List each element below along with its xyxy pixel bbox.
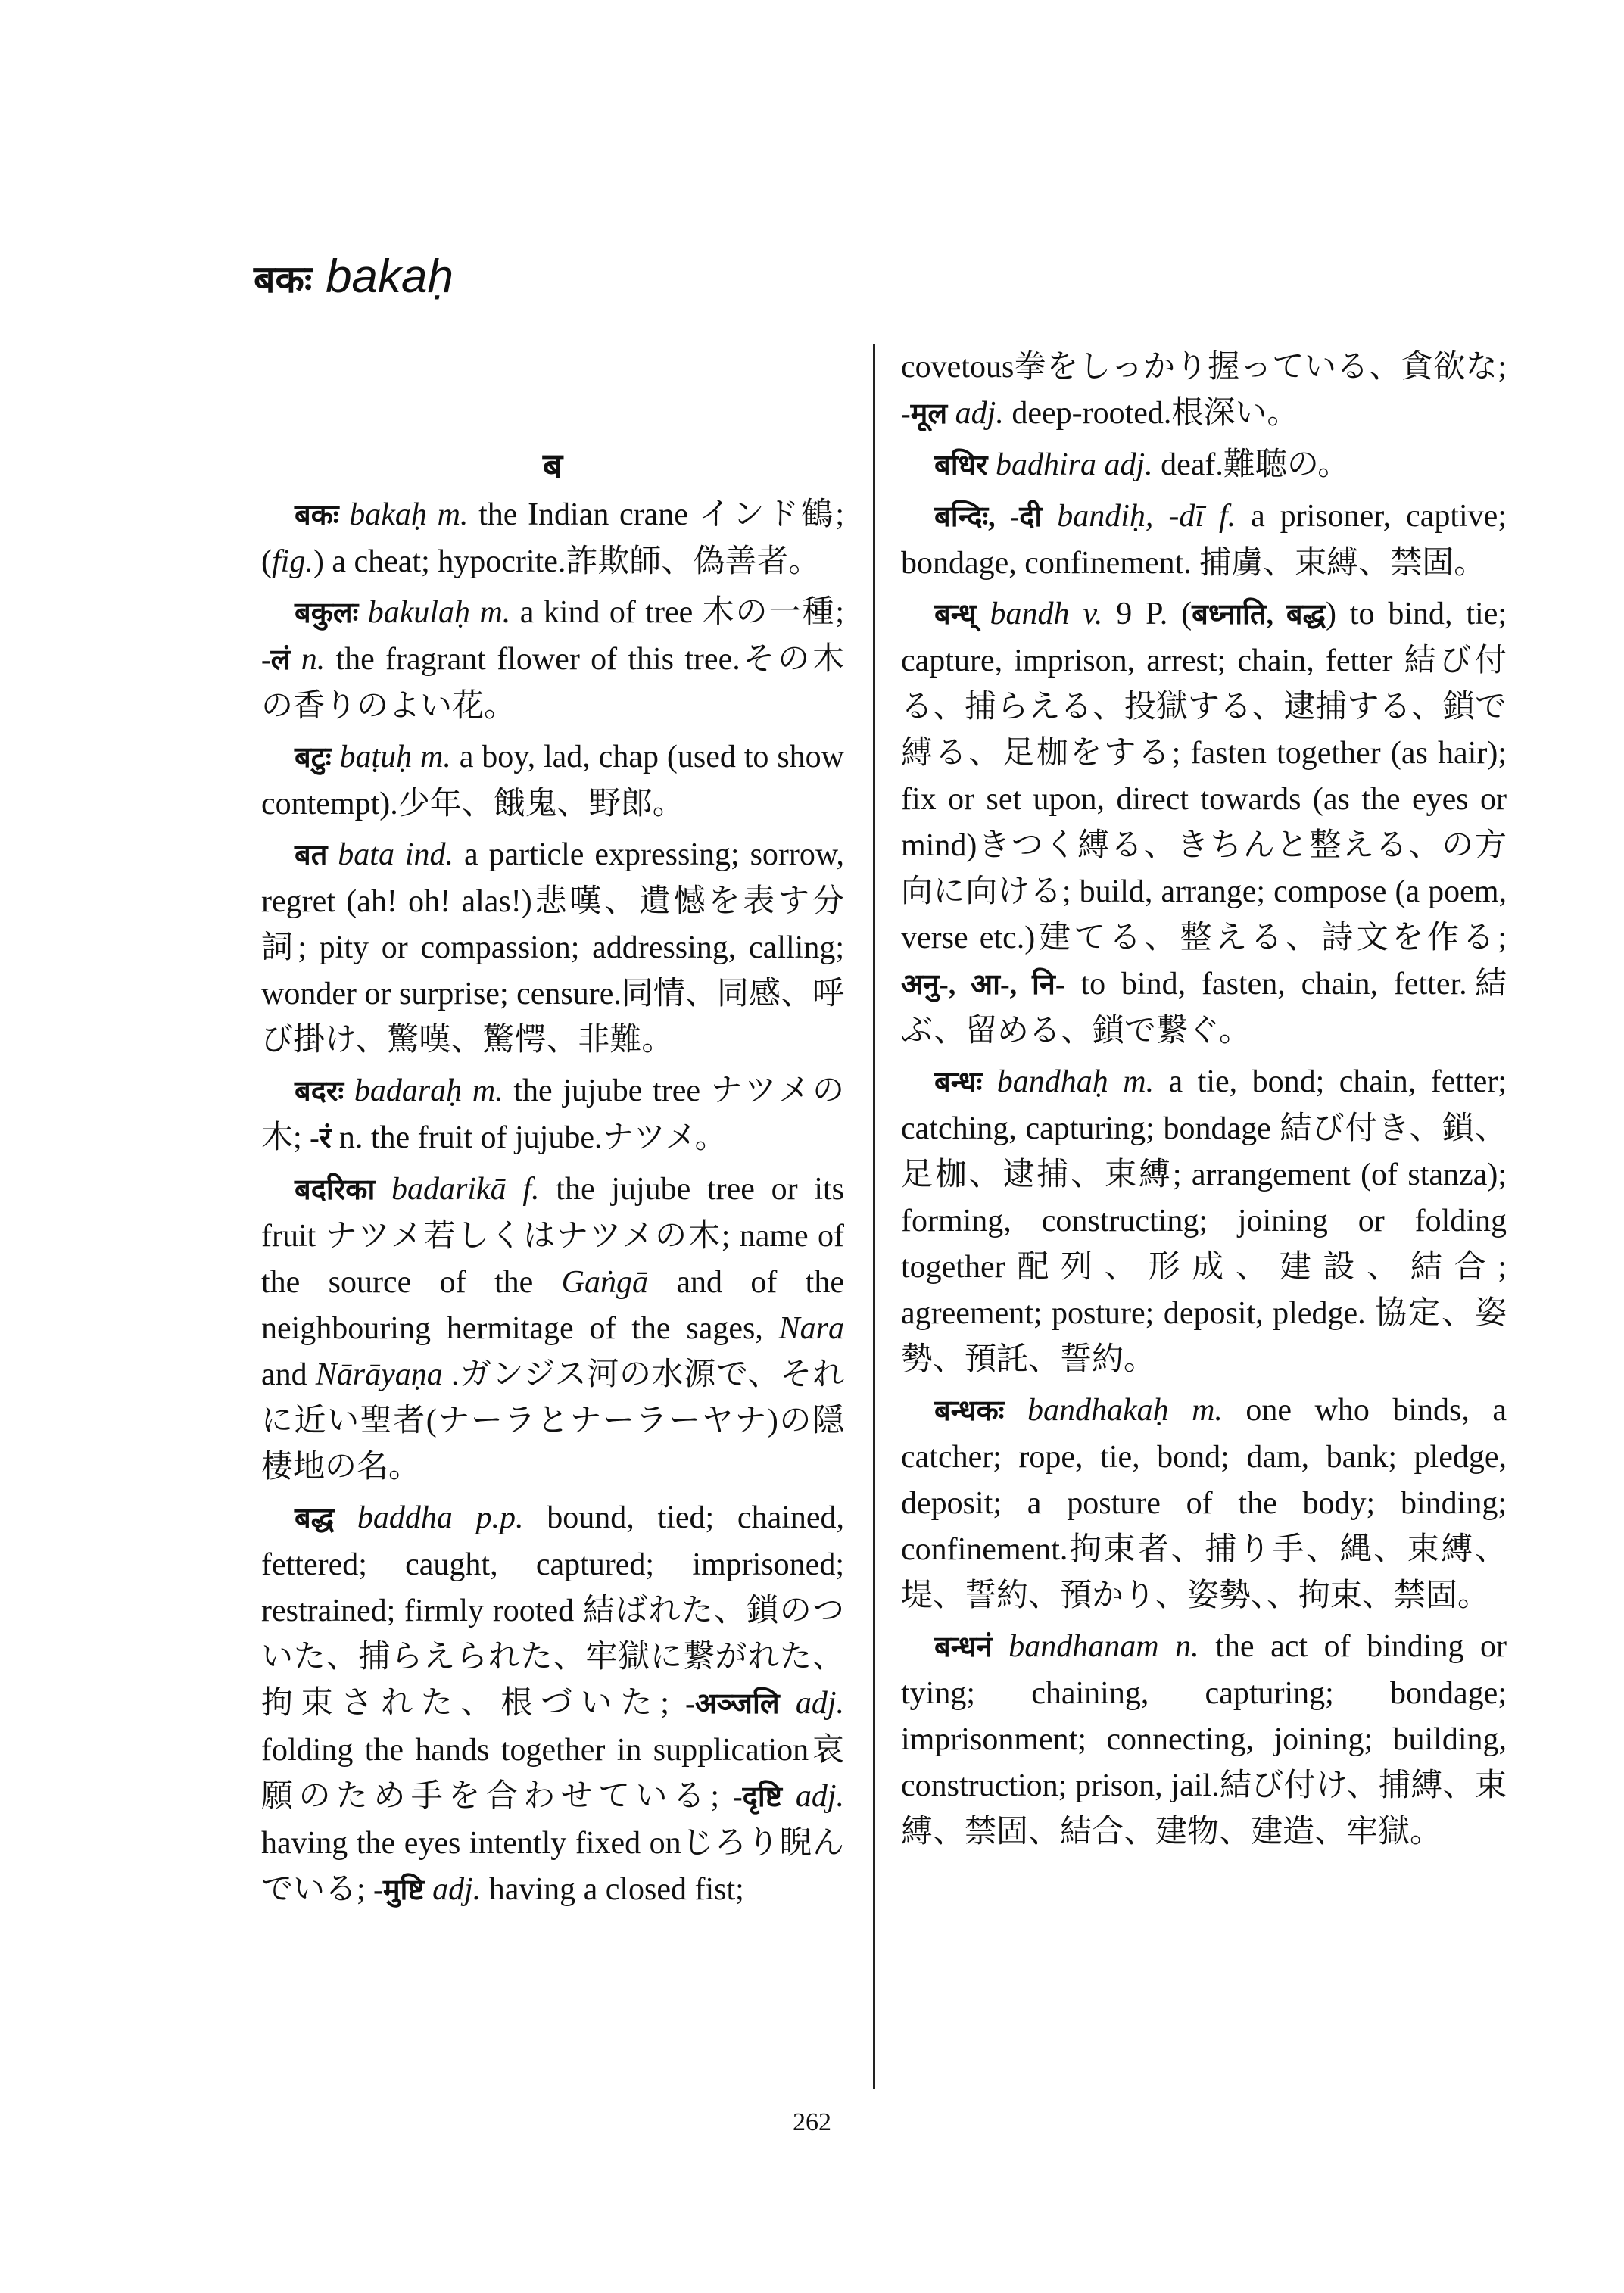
definition-text: to bind, fasten, chain, fetter.結ぶ、留める、鎖で繋ぐ。	[901, 967, 1507, 1048]
definition-text: deaf.難聴の。	[1152, 447, 1350, 482]
italic-text: badarikā f.	[391, 1172, 540, 1207]
dictionary-entry	[901, 494, 1507, 587]
section-letter: ब	[542, 447, 563, 485]
definition-text	[332, 740, 340, 774]
definition-text	[327, 837, 338, 872]
definition-text: the jujube tree or its fruit ナツメ若しくはナツメの木; name of the source of the	[261, 1172, 845, 1300]
dictionary-entry	[261, 1068, 844, 1162]
italic-text: badhira adj.	[995, 447, 1153, 482]
definition-text	[977, 597, 990, 631]
definition-text: ) to bind, tie; capture, imprison, arrest; chain, fetter 結び付る、捕らえる、投獄する、逮捕する、鎖で縛る、足枷をする; fasten together (as hair); fix or set upon, direct towards (as the eyes or mind)きつく縛る、きちんと整える、の方向に向ける; build, arrange; compose (a poem, verse etc.)建てる、整える、詩文を作る;	[901, 597, 1507, 955]
definition-text	[1004, 1393, 1027, 1428]
headword-devanagari: बध्नाति, बद्ध	[1192, 599, 1326, 631]
headword-devanagari: बकः	[295, 500, 339, 531]
definition-text: the Indian crane インド鶴; (	[261, 497, 844, 579]
italic-text: bandhaḥ m.	[996, 1064, 1155, 1099]
dictionary-entry	[261, 492, 844, 585]
definition-text	[339, 497, 350, 532]
right-column	[901, 344, 1507, 1860]
definition-text: the fragrant flower of this tree.その木の香りのよい花。	[261, 642, 844, 724]
dictionary-entry	[261, 832, 844, 1064]
italic-text: adj.	[432, 1872, 482, 1907]
italic-text: Nārāyaṇa	[315, 1357, 443, 1392]
headword-devanagari: बन्ध्	[934, 599, 977, 631]
italic-text: bandhanam n.	[1008, 1629, 1199, 1664]
running-head-devanagari: बकः	[254, 258, 313, 301]
headword-devanagari: -लं	[261, 644, 291, 676]
headword-devanagari: बदरः	[295, 1076, 344, 1108]
italic-text: adj.	[795, 1686, 845, 1721]
italic-text: bandiḥ, -dī f.	[1057, 499, 1236, 534]
definition-text: 9 P. (	[1102, 597, 1192, 631]
definition-text: the act of binding or tying; chaining, capturing; bondage; imprisonment; connecting, joining; building, construction; prison, jail.結び付け、捕縛、束縛、禁固、結合、建物、建造、牢獄。	[901, 1629, 1507, 1849]
headword-devanagari: -मुष्टि	[373, 1874, 425, 1906]
italic-text: bandhakaḥ m.	[1027, 1393, 1223, 1428]
definition-text	[344, 1073, 354, 1108]
headword-devanagari: बन्दिः, -दी	[934, 501, 1043, 533]
definition-text: and of the neighbouring hermitage of the sages,	[261, 1265, 844, 1346]
definition-text	[290, 642, 301, 677]
definition-text: n. the fruit of jujube.ナツメ。	[331, 1120, 727, 1155]
headword-devanagari: -रं	[310, 1123, 332, 1154]
definition-text	[1042, 499, 1057, 534]
definition-text	[425, 1872, 433, 1907]
headword-devanagari: बन्धनं	[934, 1631, 993, 1663]
definition-text: deep-rooted.根深い。	[1003, 396, 1299, 431]
definition-text: ) a cheat; hypocrite.詐欺師、偽善者。	[313, 544, 821, 579]
italic-text: fig.	[272, 544, 313, 579]
definition-text: and	[261, 1357, 316, 1392]
definition-text: .ガンジス河の水源で、それに近い聖者(ナーラとナーラーヤナ)の隠棲地の名。	[261, 1357, 844, 1485]
definition-text: bound, tied; chained, fettered; caught, captured; imprisoned; restrained; firmly rooted 結ばれた、鎖のついた、捕らえられた、牢獄に繋がれた、拘束された、根づいた;	[261, 1500, 845, 1721]
headword-devanagari: बकुलः	[295, 597, 359, 629]
definition-text	[947, 396, 955, 431]
italic-text: Gaṅgā	[561, 1265, 648, 1300]
italic-text: bandh v.	[990, 597, 1103, 631]
italic-text: n.	[301, 642, 326, 677]
left-entries	[261, 492, 844, 1914]
page-number: 262	[793, 2108, 831, 2136]
definition-text: a prisoner, captive; bondage, confinement. 捕虜、束縛、禁固。	[901, 499, 1507, 581]
headword-devanagari: -मूल	[901, 398, 948, 430]
italic-text: bakaḥ m.	[349, 497, 469, 532]
definition-text: folding the hands together in supplication哀願のため手を合わせている;	[261, 1733, 844, 1814]
definition-text: a kind of tree 木の一種;	[510, 595, 844, 630]
italic-text: badaraḥ m.	[354, 1073, 503, 1108]
headword-devanagari: -दृष्टि	[733, 1781, 782, 1813]
dictionary-entry	[901, 1624, 1507, 1855]
definition-text	[780, 1686, 796, 1721]
running-head	[254, 250, 454, 304]
dictionary-entry	[901, 1059, 1507, 1383]
definition-text: covetous拳をしっかり握っている、貪欲な;	[901, 350, 1507, 385]
italic-text: adj.	[955, 396, 1004, 431]
italic-text: adj.	[795, 1779, 845, 1814]
headword-devanagari: बत	[295, 840, 328, 871]
running-head-roman: bakaḥ	[326, 251, 454, 303]
headword-devanagari: बन्धकः	[934, 1395, 1005, 1427]
definition-text: one who binds, a catcher; rope, tie, bond; dam, bank; pledge, deposit; a posture of the body; binding; confinement.拘束者、捕り手、縄、束縛、堤、誓約、預かり、姿勢、、拘束、禁固。	[901, 1393, 1507, 1613]
definition-text	[358, 595, 367, 630]
dictionary-entry	[261, 734, 844, 827]
headword-devanagari: बटुः	[295, 742, 332, 774]
dictionary-entry	[261, 590, 844, 730]
italic-text: bakulaḥ m.	[367, 595, 511, 630]
headword-devanagari: बधिर	[934, 450, 988, 481]
left-column	[261, 443, 844, 1918]
definition-text	[375, 1172, 391, 1207]
definition-text	[782, 1779, 796, 1814]
dictionary-entry	[261, 1167, 844, 1491]
definition-text	[987, 447, 996, 482]
headword-devanagari: बदरिका	[295, 1174, 376, 1206]
definition-text	[982, 1064, 996, 1099]
headword-devanagari: बद्ध	[295, 1503, 335, 1534]
headword-devanagari: अनु-, आ-, नि-	[901, 969, 1065, 1001]
italic-text: Nara	[778, 1311, 844, 1346]
dictionary-entry	[901, 442, 1507, 489]
column-divider	[873, 344, 875, 2089]
entry-continuation	[901, 344, 1507, 438]
dictionary-entry	[261, 1495, 844, 1914]
definition-text: having a closed fist;	[481, 1872, 744, 1907]
definition-text: having the eyes intently fixed onじろり睨んでいる;	[261, 1826, 844, 1907]
definition-text	[334, 1500, 357, 1535]
definition-text: a tie, bond; chain, fetter; catching, capturing; bondage 結び付き、鎖、足枷、逮捕、束縛; arrangement (of stanza); forming, constructing; joining or folding together配列、形成、建設、結合; agreement; posture; deposit, pledge. 協定、姿勢、預託、誓約。	[901, 1064, 1507, 1377]
dictionary-entry	[901, 591, 1507, 1055]
italic-text: baṭuḥ m.	[339, 740, 451, 774]
italic-text: bata ind.	[338, 837, 454, 872]
italic-text: baddha p.p.	[357, 1500, 524, 1535]
definition-text: a particle expressing; sorrow, regret (ah! oh! alas!)悲嘆、遺憾を表す分詞; pity or compassion; addressing, calling; wonder or surprise; censure.同情、同感、呼び掛け、驚嘆、驚愕、非難。	[261, 837, 845, 1058]
right-entries	[901, 344, 1507, 1855]
definition-text: the jujube tree ナツメの木;	[261, 1073, 845, 1155]
definition-text	[993, 1629, 1009, 1664]
headword-devanagari: बन्धः	[934, 1067, 983, 1098]
definition-text: a boy, lad, chap (used to show contempt).少年、餓鬼、野郎。	[261, 740, 845, 821]
headword-devanagari: -अञ्जलि	[685, 1688, 780, 1720]
dictionary-entry	[901, 1388, 1507, 1619]
